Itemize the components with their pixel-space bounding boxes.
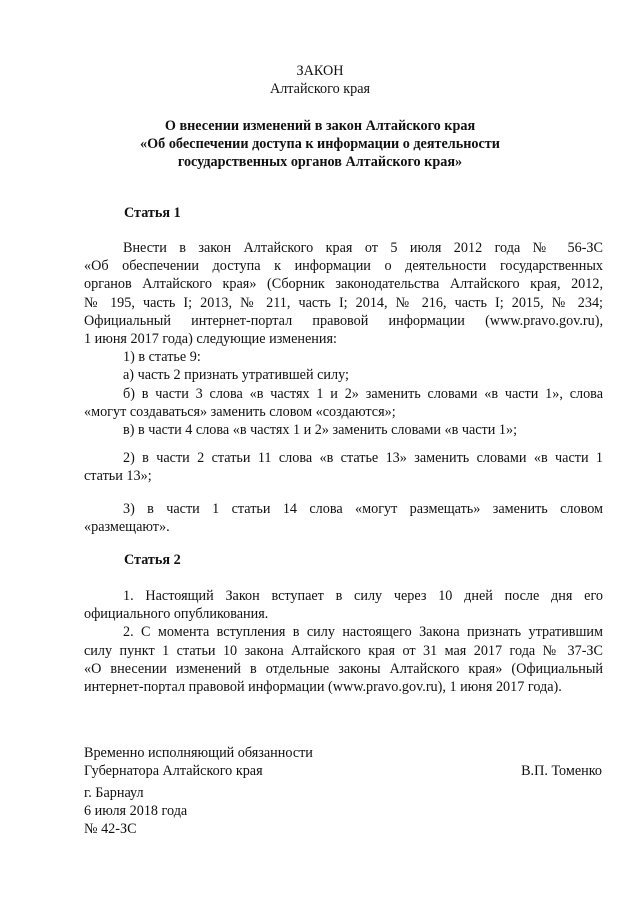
article-1-intro-line: Внести в закон Алтайского края от 5 июля 2012 года № 56-ЗС [123, 240, 603, 256]
article-1-intro-line: органов Алтайского края» (Сборник законодательства Алтайского края, 2012, [84, 276, 603, 293]
signature-position [84, 744, 313, 780]
article-2-p2-line: «О внесении изменений в отдельные законы Алтайского края» (Официальный [84, 660, 603, 677]
article-2-p2-line: 2. С момента вступления в силу настоящего Закона признать утратившим [123, 624, 603, 641]
doc-title-line-1: О внесении изменений в закон Алтайского края [164, 118, 476, 134]
article-1-item-3 [84, 500, 603, 536]
article-1-item-2 [84, 449, 603, 485]
article-1-intro-line: № 195, часть I; 2013, № 211, часть I; 2014, № 216, часть I; 2015, № 234; [84, 294, 603, 311]
article-2-body [84, 587, 603, 696]
article-1-intro-line: Официальный интернет-портал правовой информации (www.pravo.gov.ru), [84, 312, 603, 329]
article-2-p2-line: силу пункт 1 статьи 10 закона Алтайского края от 31 мая 2017 года № 37-ЗС [84, 642, 603, 659]
article-2-p1-line: 1. Настоящий Закон вступает в силу через 10 дней после дня его [123, 588, 603, 604]
article-2-heading: Статья 2 [124, 552, 181, 568]
footer-city: г. Барнаул [84, 785, 144, 801]
article-1-item-3-line: 3) в части 1 статьи 14 слова «могут размещать» заменить словом [123, 501, 603, 517]
signature-name: В.П. Томенко [521, 763, 602, 779]
article-1-intro-line: «Об обеспечении доступа к информации о деятельности государственных [84, 258, 603, 275]
article-1-intro [84, 239, 603, 439]
article-1-item-2-line: статьи 13»; [84, 468, 152, 485]
footer-date: 6 июля 2018 года [84, 803, 188, 820]
doc-region: Алтайского края [269, 81, 371, 97]
article-1-item-1a: а) часть 2 признать утратившей силу; [123, 367, 349, 384]
article-1-item-1c: в) в части 4 слова «в частях 1 и 2» заменить словами «в части 1»; [123, 422, 518, 439]
article-1-intro-line: 1 июня 2017 года) следующие изменения: [84, 331, 337, 348]
footer-block [84, 784, 187, 839]
signature-position-line: Губернатора Алтайского края [84, 763, 263, 780]
article-1-item-1b-line: б) в части 3 слова «в частях 1 и 2» заменить словами «в части 1», слова [123, 385, 603, 402]
article-1-item-1: 1) в статье 9: [123, 349, 201, 366]
article-1-item-3-line: «размещают». [84, 519, 170, 536]
doc-title-line-2: «Об обеспечении доступа к информации о деятельности [140, 136, 500, 152]
doc-title-line-3: государственных органов Алтайского края» [177, 154, 463, 170]
article-2-p1-line: официального опубликования. [84, 606, 269, 623]
article-1-heading: Статья 1 [124, 205, 181, 221]
article-1-item-1b-line: «могут создаваться» заменить словом «создаются»; [84, 403, 396, 420]
article-1-item-2-line: 2) в части 2 статьи 11 слова «в статье 13» заменить словами «в части 1 [123, 450, 603, 466]
doc-type: ЗАКОН [296, 63, 344, 79]
signature-position-line: Временно исполняющий обязанности [84, 745, 313, 761]
article-2-p2-line: интернет-портал правовой информации (www.pravo.gov.ru), 1 июня 2017 года). [84, 679, 562, 696]
footer-number: № 42-ЗС [84, 821, 137, 838]
